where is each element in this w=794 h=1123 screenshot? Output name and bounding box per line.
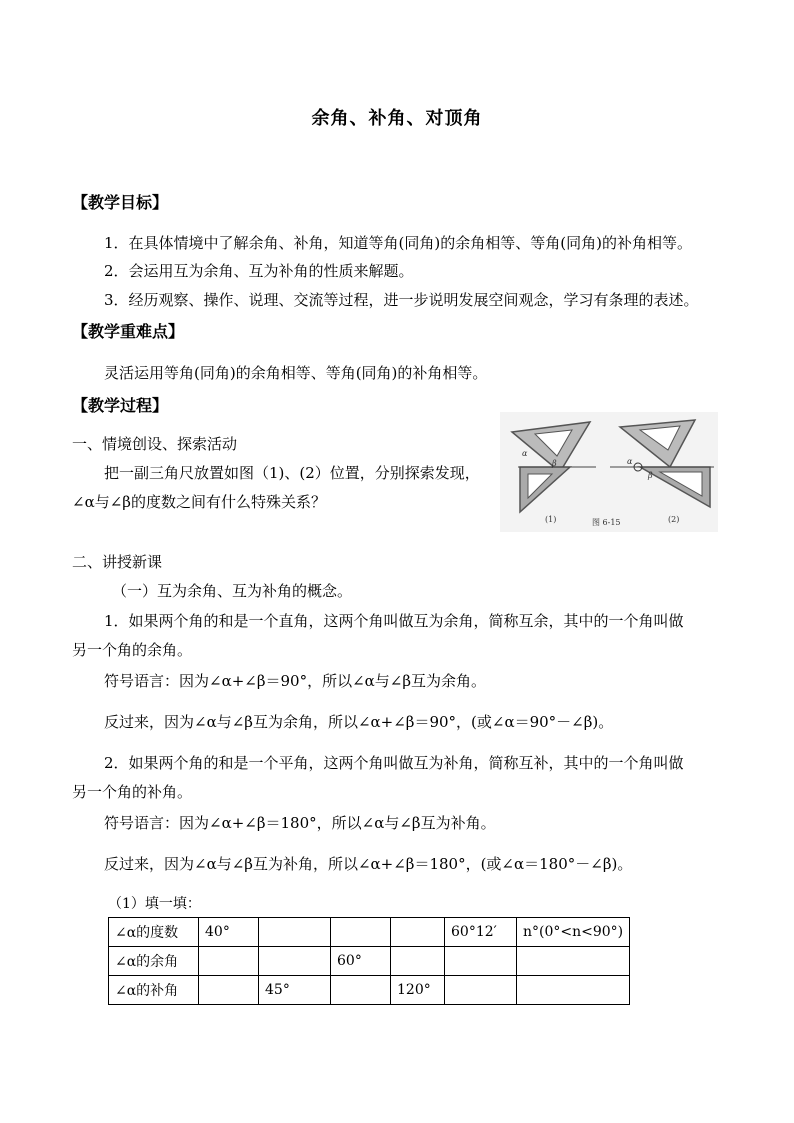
table-cell: 120°	[391, 976, 445, 1005]
figure-label-1: (1)	[545, 515, 557, 524]
goal-item-3: 3．经历观察、操作、说理、交流等过程，进一步说明发展空间观念，学习有条理的表述。	[104, 291, 699, 309]
svg-text:α: α	[627, 457, 633, 466]
key-points-heading: 【教学重难点】	[72, 322, 185, 341]
table-cell[interactable]	[199, 976, 259, 1005]
def1-line-1: 1．如果两个角的和是一个直角，这两个角叫做互为余角，简称互余，其中的一个角叫做	[104, 612, 684, 630]
svg-text:β: β	[552, 459, 557, 468]
sym1-text: 符号语言：因为∠α+∠β＝90°，所以∠α与∠β互为余角。	[104, 672, 487, 690]
process-heading: 【教学过程】	[72, 396, 169, 415]
table-cell: 60°	[331, 947, 391, 976]
page-title: 余角、补角、对顶角	[311, 108, 483, 129]
rev2-text: 反过来，因为∠α与∠β互为补角，所以∠α+∠β＝180°，(或∠α＝180°－∠β)。	[104, 855, 633, 873]
figure-caption: 图 6-15	[592, 518, 621, 527]
section1-text-2: ∠α与∠β的度数之间有什么特殊关系？	[72, 493, 326, 511]
rev1-text: 反过来，因为∠α与∠β互为余角，所以∠α+∠β＝90°，(或∠α＝90°－∠β)。	[104, 713, 614, 731]
table-cell: ∠α的度数	[109, 918, 199, 947]
table-cell[interactable]	[331, 976, 391, 1005]
set-square-figure	[500, 412, 718, 532]
section2-title: 二、讲授新课	[72, 553, 163, 571]
table-cell[interactable]	[259, 918, 331, 947]
table-cell[interactable]	[259, 947, 331, 976]
fill-table	[108, 917, 630, 1005]
table-row	[109, 976, 630, 1005]
def1-line-2: 另一个角的余角。	[72, 641, 193, 659]
table-cell[interactable]	[517, 947, 630, 976]
table-cell: n°(0°<n<90°)	[517, 918, 630, 947]
table-row	[109, 918, 630, 947]
svg-text:α: α	[522, 449, 528, 458]
goal-item-2: 2．会运用互为余角、互为补角的性质来解题。	[104, 262, 414, 280]
table-cell[interactable]	[445, 947, 517, 976]
table-cell: 40°	[199, 918, 259, 947]
table-cell: 45°	[259, 976, 331, 1005]
svg-text:β: β	[648, 471, 653, 480]
table-cell[interactable]	[331, 918, 391, 947]
figure-label-2: (2)	[668, 515, 680, 524]
table-cell[interactable]	[391, 947, 445, 976]
table-cell[interactable]	[445, 976, 517, 1005]
goals-heading: 【教学目标】	[72, 193, 169, 212]
table-cell: 60°12′	[445, 918, 517, 947]
sym2-text: 符号语言：因为∠α+∠β＝180°，所以∠α与∠β互为补角。	[104, 814, 496, 832]
table-cell[interactable]	[517, 976, 630, 1005]
sub-title: （一）互为余角、互为补角的概念。	[112, 582, 353, 600]
table-row	[109, 947, 630, 976]
table-cell[interactable]	[391, 918, 445, 947]
section1-text-1: 把一副三角尺放置如图（1)、(2）位置，分别探索发现，	[104, 464, 480, 482]
fill-label: （1）填一填：	[108, 896, 201, 912]
def2-line-1: 2．如果两个角的和是一个平角，这两个角叫做互为补角，简称互补，其中的一个角叫做	[104, 754, 684, 772]
table-cell[interactable]	[199, 947, 259, 976]
key-points-text: 灵活运用等角(同角)的余角相等、等角(同角)的补角相等。	[104, 364, 488, 382]
def2-line-2: 另一个角的补角。	[72, 783, 193, 801]
table-cell: ∠α的补角	[109, 976, 199, 1005]
goal-item-1: 1．在具体情境中了解余角、补角，知道等角(同角)的余角相等、等角(同角)的补角相等。	[104, 234, 692, 252]
table-cell: ∠α的余角	[109, 947, 199, 976]
section1-title: 一、情境创设、探索活动	[72, 435, 238, 453]
